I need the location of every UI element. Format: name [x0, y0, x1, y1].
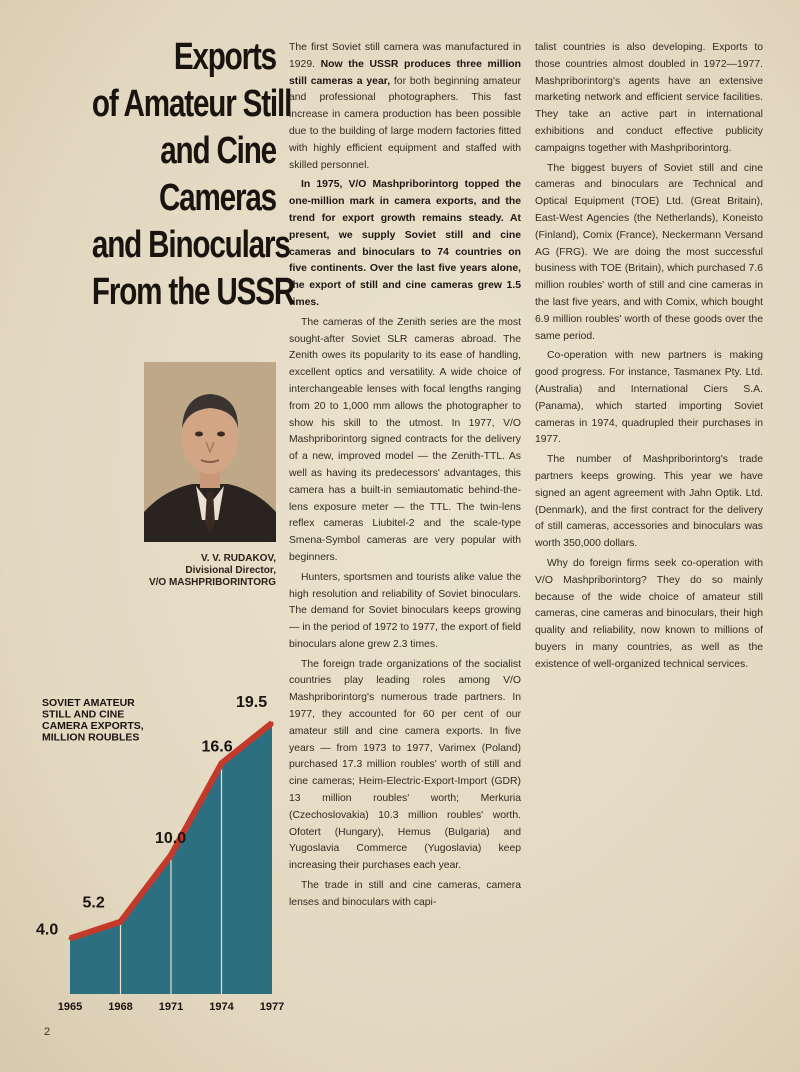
portrait-illustration: [144, 362, 276, 542]
page-number: 2: [44, 1026, 51, 1038]
paragraph: [289, 177, 521, 311]
caption-name: V. V. RUDAKOV,: [200, 553, 276, 564]
portrait-photo: [144, 362, 276, 542]
chart-x-tick-label: 1977: [259, 1001, 285, 1013]
chart-x-tick-label: 1968: [108, 1001, 133, 1013]
paragraph: [289, 40, 521, 174]
text-column-1: [289, 40, 521, 915]
chart-value-label: 16.6: [201, 738, 233, 756]
paragraph: The biggest buyers of Soviet still and cine cameras and binoculars are Technical and Optical Equipment (TOE) Ltd. (Great Britain), East-West Agencies (the Netherlands), Koneisto (Finland), Comix (France), Neckermann Versand AG (FRG). We are doing the most successful business with TOE (Britain), which purchased 7.6 million roubles' worth of still and cine cameras in the last five years, and with Comix, which bought 6.9 million roubles' worth of these goods over the same period.: [535, 162, 763, 342]
chart-data-point: [170, 854, 173, 857]
paragraph-bold-text: Now the USSR produces three million still cameras a year,: [289, 58, 522, 87]
paragraph-text: The first Soviet still camera was manufactured in 1929.: [289, 42, 521, 70]
chart-value-label: 10.0: [155, 830, 187, 847]
paragraph-bold-text: In 1975, V/O Mashpriborintorg topped the one-million mark in camera exports, and the trend for export growth remains steady. At present, we supply Soviet still and cine cameras and binoculars to 74 countries on five continents. Over the last five years alone, the export of still and cine cameras grew 1.5 times.: [289, 179, 521, 308]
paragraph-text: for both beginning amateur and professional photographers. This fast increase in camera production has been possible due to the building of large modern factories fitted with highly efficient equipment and staffed with skilled personnel.: [289, 75, 521, 171]
paragraph: The trade in still and cine cameras, camera lenses and binoculars with capi-: [289, 880, 521, 908]
chart-title-line: SOVIET AMATEUR: [42, 697, 135, 709]
paragraph: Hunters, sportsmen and tourists alike value the high resolution and reliability of Soviet binoculars. The demand for Soviet binoculars keeps growing — in the period of 1972 to 1977, the export of field binoculars alone grew 2.3 times.: [289, 571, 521, 650]
chart-x-tick-label: 1971: [158, 1001, 184, 1013]
chart-data-point: [69, 937, 72, 940]
caption-org: V/O MASHPRIBORINTORG: [148, 577, 276, 588]
chart-value-label: 4.0: [36, 921, 59, 939]
paragraph: The foreign trade organizations of the socialist countries play leading roles among V/O Mashpriborintorg's numerous trade partners. In 1977, they accounted for 60 per cent of our amateur still and cine camera exports. In five years — from 1973 to 1977, Varimex (Poland) purchased 17.3 million roubles' worth of still and cine cameras; Heim-Electric-Export-Import (GDR) 13 million roubles' worth; Merkuria (Czechoslovakia) 10.3 million roubles' worth. Ofotert (Hungary), Hemus (Bulgaria) and Yugoslavia Commerce (Yugoslavia) keep increasing their purchases each year.: [289, 658, 521, 872]
chart-data-point: [220, 762, 223, 765]
article-headline: [91, 34, 295, 316]
paragraph: Why do foreign firms seek co-operation with V/O Mashpriborintorg? They do so mainly because of the wide choice of amateur still cameras, cine cameras and binoculars, their high quality and reliability, now known to millions of buyers in many countries, as well as the existence of well-organized technical services.: [535, 557, 763, 670]
chart-data-point: [271, 721, 274, 724]
chart-title-line: CAMERA EXPORTS,: [42, 720, 144, 732]
headline-line: Exports: [173, 36, 276, 78]
headline-line: Cameras: [158, 177, 276, 219]
caption-title: Divisional Director,: [185, 565, 276, 576]
chart-value-label: 5.2: [82, 894, 105, 912]
chart-value-label: 19.5: [236, 693, 268, 711]
chart-title-line: MILLION ROUBLES: [42, 731, 140, 744]
paragraph: Co-operation with new partners is making good progress. For instance, Tasmanex Pty. Ltd. (Australia) and International Ciers S.A. (Panama), which started importing Soviet cameras in 1974, quadrupled their purchases in 1977.: [535, 350, 763, 446]
headline-line: and Cine: [160, 130, 276, 172]
chart-x-tick-label: 1965: [57, 1001, 83, 1013]
chart-area-layer: [69, 721, 274, 994]
chart-data-point: [119, 920, 122, 923]
paragraph: The cameras of the Zenith series are the most sought-after Soviet SLR cameras abroad. The Zenith owes its popularity to its ease of handling, excellent optics and versatility. A wide choice of interchangeable lenses with focal lengths ranging from 20 to 1,000 mm allows the photographer to show his skill to the utmost. In 1977, V/O Mashpriborintorg signed contracts for the delivery of a new, improved model — the Zenith-TTL. As well as having its predecessors' advantages, this camera has a built-in semiautomatic behind-the-lens exposure meter — the TTL. The twin-lens reflex cameras Liubitel-2 and the scale-type Smena-Symbol cameras are very popular with beginners.: [289, 316, 521, 563]
headline-line: From the USSR: [91, 271, 295, 313]
chart-title: [42, 697, 144, 744]
paragraph: The number of Mashpriborintorg's trade partners keeps growing. This year we have signed an agent agreement with Jahn Optik. Ltd. (Denmark), and the first contract for the delivery of still cameras, accessories and binoculars was worth 350,000 dollars.: [535, 454, 763, 550]
exports-area-chart: [0, 680, 290, 1030]
paragraph: talist countries is also developing. Exports to those countries almost doubled in 1972—1977. Mashpriborintorg's agents have an extensive marketing network and efficient service facilities. They take an active part in international exhibitions and conduct effective publicity campaigns together with Mashpriborintorg.: [535, 42, 763, 154]
chart-x-tick-label: 1974: [209, 1001, 234, 1013]
headline-line: and Binoculars: [91, 224, 290, 266]
headline-line: of Amateur Still: [91, 83, 292, 125]
chart-title-line: STILL AND CINE: [42, 708, 125, 721]
portrait-caption: [120, 553, 276, 589]
text-column-2: [535, 40, 763, 676]
